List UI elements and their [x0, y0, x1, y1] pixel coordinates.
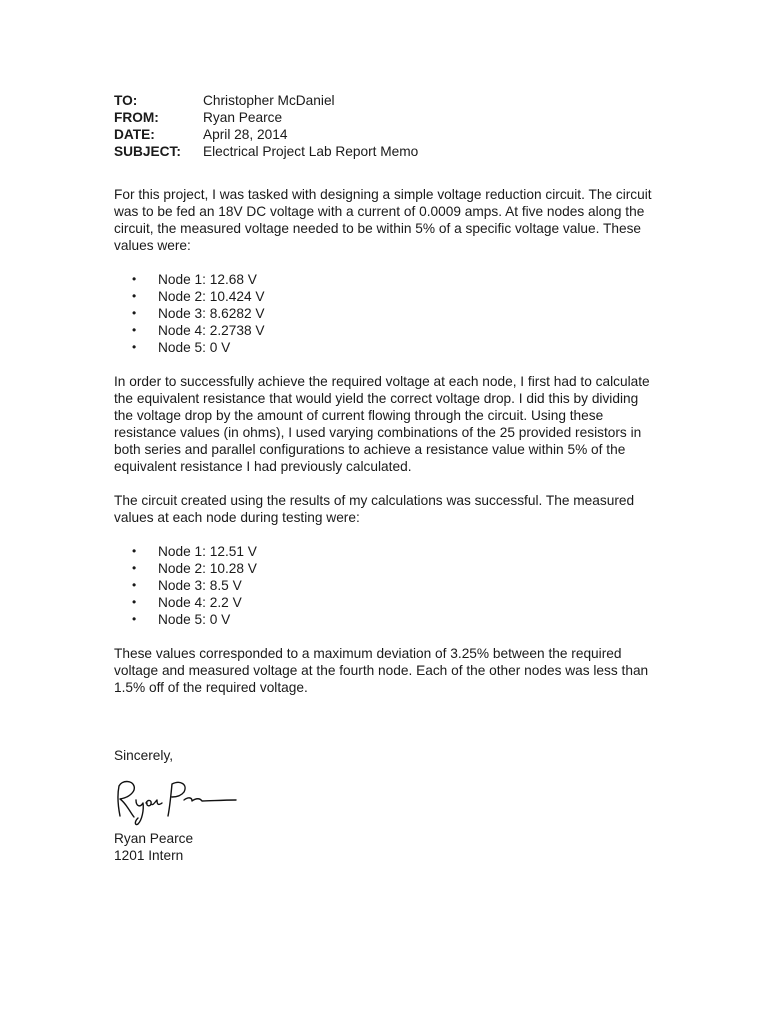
bullet-icon: •: [132, 306, 137, 320]
list-item: • Node 1: 12.51 V: [132, 544, 257, 559]
intro-paragraph: For this project, I was tasked with designing a simple voltage reduction circuit. The circuit was to be fed an 18V DC voltage with a current of 0.0009 amps. At five nodes along the circuit, the measured voltage needed to be within 5% of a specific voltage value. These values were:: [114, 187, 652, 253]
sender-name: Ryan Pearce: [114, 831, 194, 846]
bullet-icon: •: [132, 612, 137, 626]
bullet-icon: •: [132, 595, 137, 609]
from-label: FROM:: [114, 110, 159, 125]
list-item: • Node 2: 10.28 V: [132, 561, 257, 576]
subject-value: Electrical Project Lab Report Memo: [203, 144, 419, 159]
header-subject-row: [114, 143, 654, 160]
list-item: • Node 1: 12.68 V: [132, 272, 257, 287]
salutation: Sincerely,: [114, 748, 174, 763]
list-item: • Node 4: 2.2738 V: [132, 323, 265, 338]
list-item: • Node 3: 8.6282 V: [132, 306, 265, 321]
conclusion-paragraph: These values corresponded to a maximum deviation of 3.25% between the required voltage and measured voltage at the fourth node. Each of the other nodes was less than 1.5% off of the required voltage.: [114, 646, 649, 695]
from-value: Ryan Pearce: [203, 110, 283, 125]
to-label: TO:: [114, 93, 138, 108]
required-values-list: [114, 271, 654, 356]
date-label: DATE:: [114, 127, 155, 142]
list-item: • Node 3: 8.5 V: [132, 578, 242, 593]
memo-document: [114, 92, 654, 864]
bullet-icon: •: [132, 323, 137, 337]
list-item: • Node 5: 0 V: [132, 612, 231, 627]
bullet-icon: •: [132, 272, 137, 286]
list-item: • Node 5: 0 V: [132, 340, 231, 355]
date-value: April 28, 2014: [203, 127, 288, 142]
header-from-row: [114, 109, 654, 126]
bullet-icon: •: [132, 578, 137, 592]
bullet-icon: •: [132, 340, 137, 354]
list-item: • Node 4: 2.2 V: [132, 595, 242, 610]
subject-label: SUBJECT:: [114, 144, 181, 159]
bullet-icon: •: [132, 289, 137, 303]
bullet-icon: •: [132, 561, 137, 575]
sender-title: 1201 Intern: [114, 848, 184, 863]
results-paragraph: The circuit created using the results of my calculations was successful. The measured values at each node during testing were:: [114, 493, 635, 525]
header-date-row: [114, 126, 654, 143]
closing-block: [114, 747, 654, 864]
method-paragraph: In order to successfully achieve the required voltage at each node, I first had to calculate the equivalent resistance that would yield the correct voltage drop. I did this by dividing the voltage drop by the amount of current flowing through the circuit. Using these resistance values (in ohms), I used varying combinations of the 25 provided resistors in both series and parallel configurations to achieve a resistance value within 5% of the equivalent resistance I had previously calculated.: [114, 374, 650, 474]
measured-values-list: [114, 543, 654, 628]
signature-icon: [110, 770, 242, 828]
bullet-icon: •: [132, 544, 137, 558]
header-to-row: [114, 92, 654, 109]
memo-header: [114, 92, 654, 160]
to-value: Christopher McDaniel: [203, 93, 335, 108]
list-item: • Node 2: 10.424 V: [132, 289, 265, 304]
